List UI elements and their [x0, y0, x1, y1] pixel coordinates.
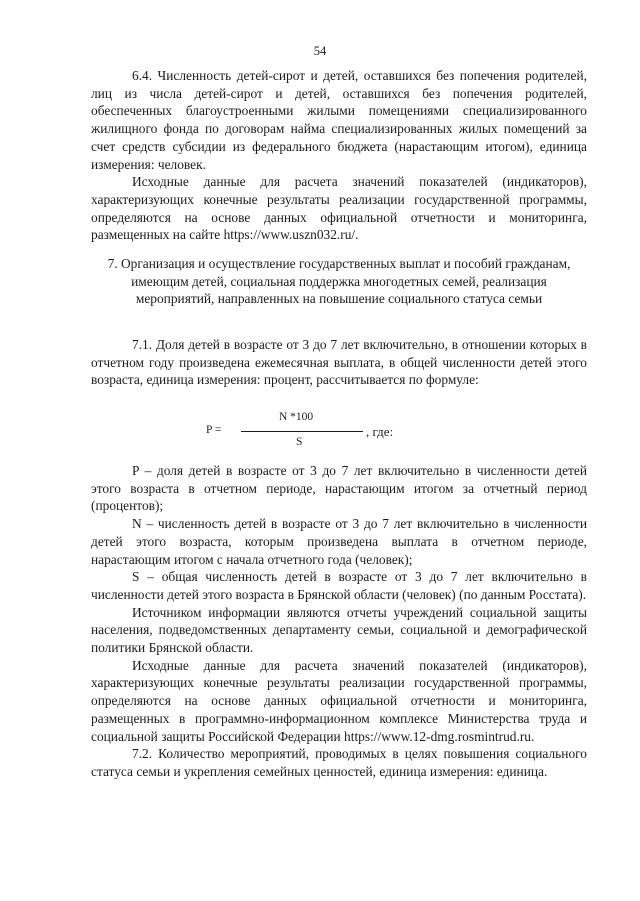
paragraph-7-1: 7.1. Доля детей в возрасте от 3 до 7 лет включительно, в отношении которых в отчетном году произведена ежемесячная выплата, в общей численности детей этого возраста, единица измерения: процент, рассчитывается по формуле:	[91, 337, 587, 388]
definition-s: S – общая численность детей в возрасте от 3 до 7 лет включительно в численности детей этого возраста в Брянской области (человек) (по данным Росстата).	[91, 569, 587, 602]
paragraph-7-2: 7.2. Количество мероприятий, проводимых в целях повышения социального статуса семьи и укрепления семейных ценностей, единица измерения: единица.	[91, 746, 587, 779]
section-7-1-intro	[91, 336, 587, 389]
paragraph-6-4: 6.4. Численность детей-сирот и детей, оставшихся без попечения родителей, лиц из числа детей-сирот и детей, оставшихся без попечения родителей, обеспеченных благоустроенными жилыми помещениями специализированного жилищного фонда по договорам найма специализированных жилых помещений за счет средств субсидии из федерального бюджета (нарастающим итогом), единица измерения: человек.	[91, 68, 587, 172]
definition-p: P – доля детей в возрасте от 3 до 7 лет включительно в численности детей этого возраста в отчетном периоде, нарастающим итогом за отчетный период (процентов);	[91, 463, 587, 514]
formula-denominator: S	[296, 436, 303, 448]
info-source-paragraph: Источником информации являются отчеты учреждений социальной защиты населения, подведомственных департаменту семьи, социальной и демографической политики Брянской области.	[91, 604, 587, 656]
formula-lhs: P =	[206, 424, 222, 436]
definition-n: N – численность детей в возрасте от 3 до 7 лет включительно в численности детей этого возраста, которым произведена выплата в отчетном периоде, нарастающим итогом с начала отчетного года (человек);	[91, 516, 587, 567]
formula-numerator: N *100	[279, 411, 314, 423]
page-number: 54	[313, 44, 327, 58]
formula-tail: , где:	[366, 424, 394, 439]
formula	[206, 411, 426, 453]
paragraph-6-4-source: Исходные данные для расчета значений показателей (индикаторов), характеризующих конечные результаты реализации государственной программы, определяются на основе данных официальной отчетности и мониторинга, размещенных на сайте https://www.uszn032.ru/.	[91, 174, 587, 243]
section-6-4	[91, 67, 587, 244]
section-7-1-body	[91, 462, 587, 781]
fraction-line	[241, 431, 363, 432]
paragraph-7-1-source: Исходные данные для расчета значений показателей (индикаторов), характеризующих конечные результаты реализации государственной программы, определяются на основе данных официальной отчетности и мониторинга, размещенных в программно-информационном комплексе Министерства труда и социальной защиты Российской Федерации https://www.12-dmg.rosmintrud.ru.	[91, 657, 587, 744]
section-7-heading: 7. Организация и осуществление государственных выплат и пособий гражданам, имеющим детей, социальная поддержка многодетных семей, реализация мероприятий, направленных на повышение социального статуса семьи	[107, 256, 571, 307]
